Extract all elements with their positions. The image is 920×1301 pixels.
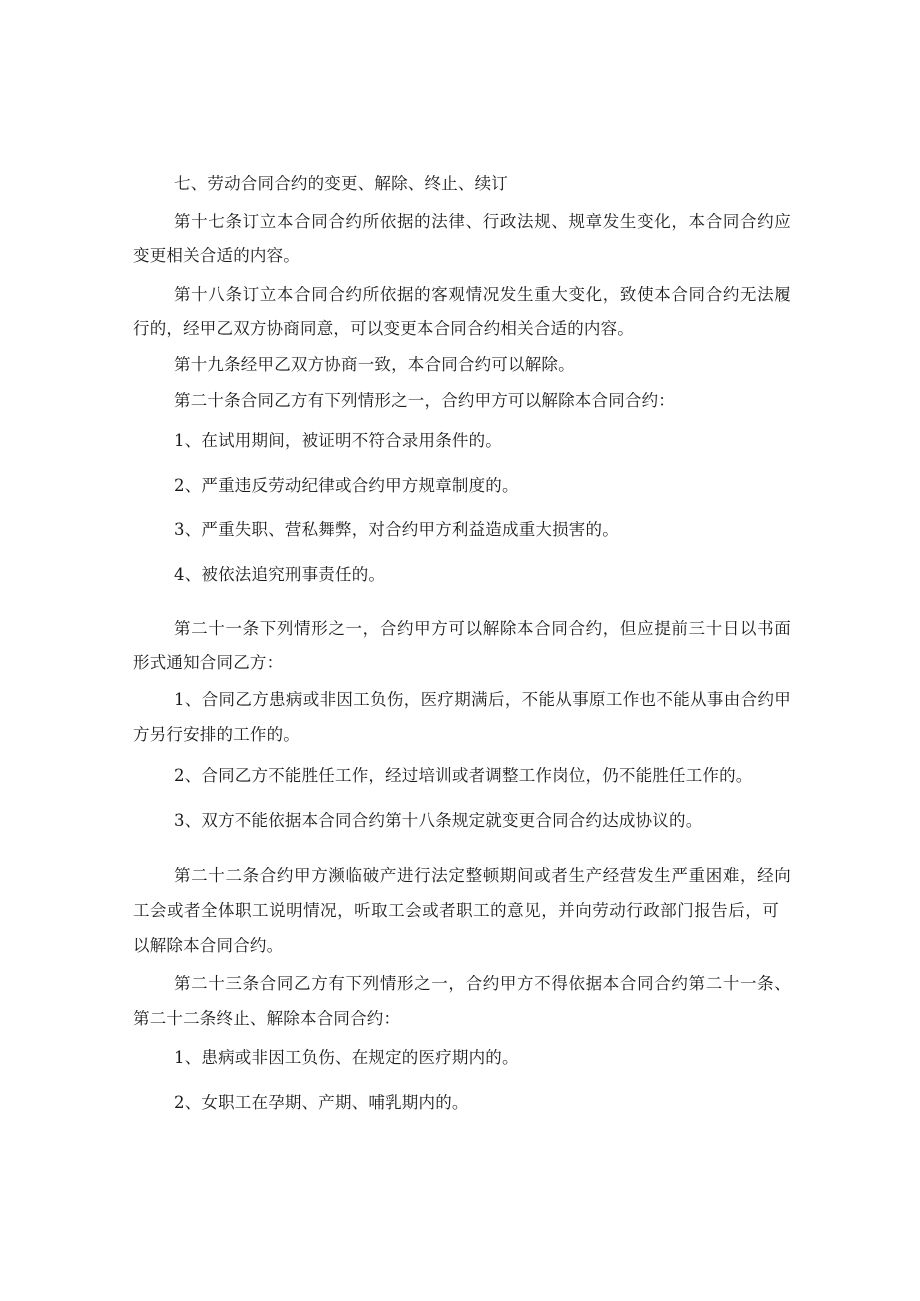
article-21-line-1: 第二十一条下列情形之一，合约甲方可以解除本合同合约，但应提前三十日以书面: [174, 619, 791, 638]
article-19: 第十九条经甲乙双方协商一致，本合同合约可以解除。: [174, 355, 575, 374]
article-17-line-2: 变更相关合适的内容。: [133, 246, 300, 265]
article-23-item-1: 1、患病或非因工负伤、在规定的医疗期内的。: [174, 1048, 519, 1067]
article-20-item-3: 3、严重失职、营私舞弊，对合约甲方利益造成重大损害的。: [174, 520, 619, 539]
article-20-item-1: 1、在试用期间，被证明不符合录用条件的。: [174, 431, 502, 450]
article-20-item-4: 4、被依法追究刑事责任的。: [174, 565, 386, 584]
article-21-item-2: 2、合同乙方不能胜任工作，经过培训或者调整工作岗位，仍不能胜任工作的。: [174, 766, 753, 785]
article-18-line-1: 第十八条订立本合同合约所依据的客观情况发生重大变化，致使本合同合约无法履: [174, 285, 791, 304]
section-heading: 七、劳动合同合约的变更、解除、终止、续订: [174, 174, 508, 193]
article-17-line-1: 第十七条订立本合同合约所依据的法律、行政法规、规章发生变化，本合同合约应: [174, 212, 791, 231]
article-18-line-2: 行的，经甲乙双方协商同意，可以变更本合同合约相关合适的内容。: [133, 319, 634, 338]
article-22-line-3: 以解除本合同合约。: [133, 936, 284, 955]
article-23-line-1: 第二十三条合同乙方有下列情形之一，合约甲方不得依据本合同合约第二十一条、: [174, 974, 791, 993]
article-21-line-2: 形式通知合同乙方：: [133, 653, 284, 672]
article-21-item-3: 3、双方不能依据本合同合约第十八条规定就变更合同合约达成协议的。: [174, 811, 703, 830]
article-23-item-2: 2、女职工在孕期、产期、哺乳期内的。: [174, 1093, 469, 1112]
article-23-line-2: 第二十二条终止、解除本合同合约：: [133, 1009, 401, 1028]
article-21-item-1-line-2: 方另行安排的工作的。: [133, 725, 300, 744]
article-21-item-1-line-1: 1、合同乙方患病或非因工负伤，医疗期满后，不能从事原工作也不能从事由合约甲: [174, 690, 791, 709]
article-22-line-2: 工会或者全体职工说明情况，听取工会或者职工的意见，并向劳动行政部门报告后，可: [133, 901, 779, 920]
article-22-line-1: 第二十二条合约甲方濒临破产进行法定整顿期间或者生产经营发生严重困难，经向: [174, 866, 791, 885]
article-20-intro: 第二十条合同乙方有下列情形之一，合约甲方可以解除本合同合约：: [174, 391, 675, 410]
article-20-item-2: 2、严重违反劳动纪律或合约甲方规章制度的。: [174, 476, 519, 495]
